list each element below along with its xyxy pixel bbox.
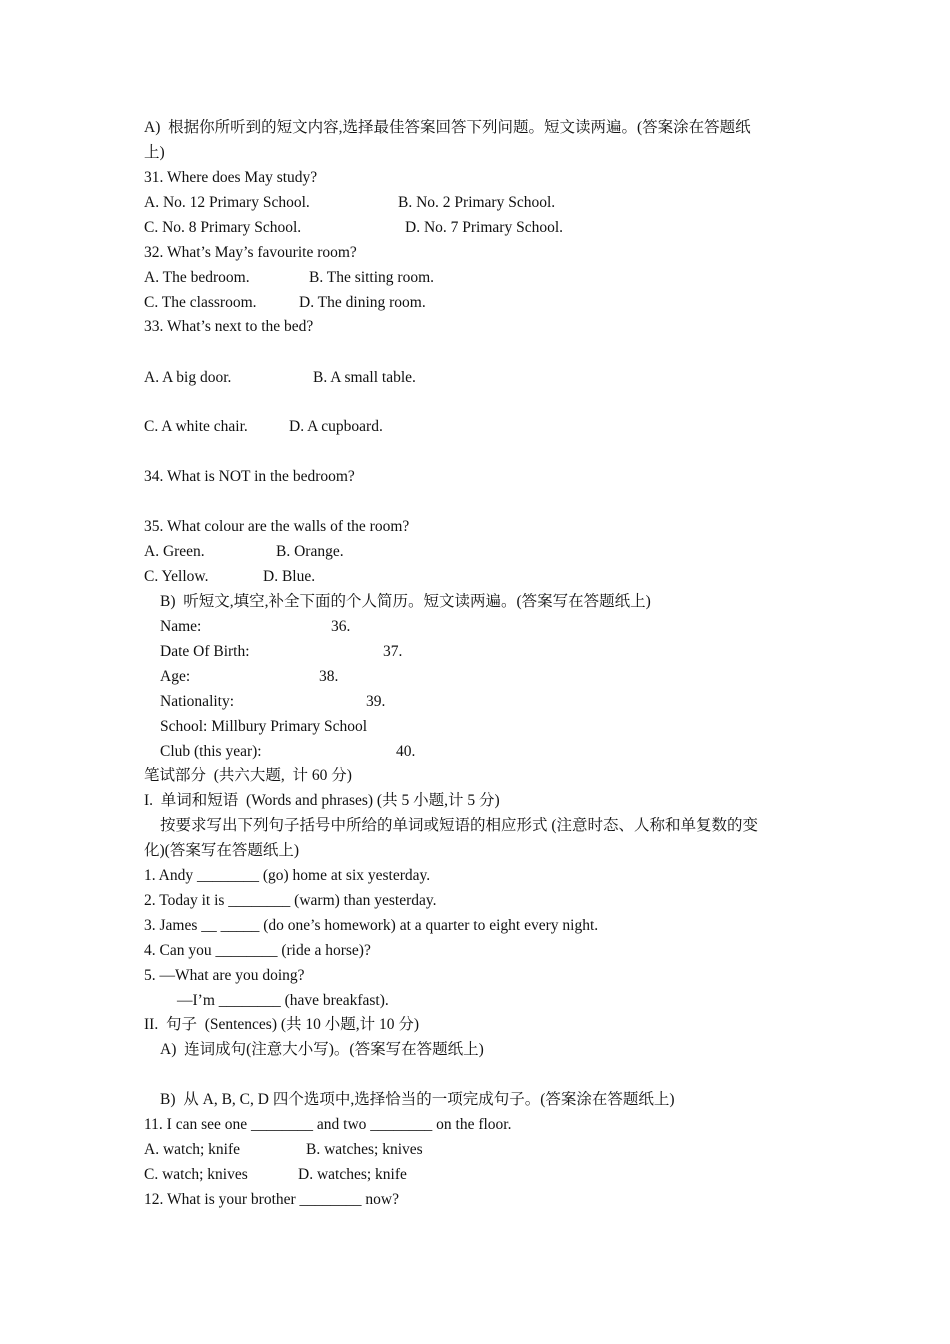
question-32-option-a: A. The bedroom. [144,269,250,286]
question-35-option-b: B. Orange. [276,543,344,560]
resume-club-label: Club (this year): [160,743,262,760]
resume-nationality-label: Nationality: [160,693,235,710]
question-33-option-b: B. A small table. [313,369,416,386]
question-11-option-d: D. watches; knife [298,1166,407,1183]
question-33-stem: 33. What’s next to the bed? [144,318,314,335]
question-33-option-a: A. A big door. [144,369,232,386]
question-31-option-b: B. No. 2 Primary School. [398,194,556,211]
resume-birth-label: Date Of Birth: [160,643,250,660]
section-1-item-2: 2. Today it is ________ (warm) than yesterday. [144,892,437,909]
question-35-option-d: D. Blue. [263,568,316,585]
question-32-option-b: B. The sitting room. [309,269,435,286]
resume-nationality-number: 39. [366,693,386,710]
question-35-stem: 35. What colour are the walls of the room? [144,518,410,535]
resume-name-label: Name: [160,618,202,635]
question-32-stem: 32. What’s May’s favourite room? [144,244,357,261]
resume-age-label: Age: [160,668,191,685]
question-31-option-c: C. No. 8 Primary School. [144,219,302,236]
question-11-option-c: C. watch; knives [144,1166,248,1183]
question-31-option-a: A. No. 12 Primary School. [144,194,310,211]
resume-school-label: School: Millbury Primary School [160,718,368,735]
resume-club-number: 40. [396,743,416,760]
question-11-option-b: B. watches; knives [306,1141,423,1158]
section-1-instruction-line1: 按要求写出下列句子括号中所给的单词或短语的相应形式 (注意时态、人称和单复数的变 [160,817,759,834]
section-1-item-5: 5. —What are you doing? [144,967,305,984]
section-2-part-b: B) 从 A, B, C, D 四个选项中,选择恰当的一项完成句子。(答案涂在答题纸上) [160,1091,675,1108]
question-33-option-c: C. A white chair. [144,418,248,435]
resume-birth-number: 37. [383,643,403,660]
question-33-option-d: D. A cupboard. [289,418,383,435]
resume-age-number: 38. [319,668,339,685]
question-12-stem: 12. What is your brother ________ now? [144,1191,399,1208]
question-34-stem: 34. What is NOT in the bedroom? [144,468,355,485]
question-32-option-c: C. The classroom. [144,294,257,311]
question-31-option-d: D. No. 7 Primary School. [405,219,564,236]
part-b-instruction: B) 听短文,填空,补全下面的个人简历。短文读两遍。(答案写在答题纸上) [160,593,651,610]
resume-name-number: 36. [331,618,351,635]
section-2-part-a: A) 连词成句(注意大小写)。(答案写在答题纸上) [160,1041,484,1058]
question-32-option-d: D. The dining room. [299,294,426,311]
section-2-title: II. 句子 (Sentences) (共 10 小题,计 10 分) [144,1016,420,1033]
part-a-instruction-line2: 上) [144,144,165,161]
question-35-option-c: C. Yellow. [144,568,209,585]
section-1-instruction-line2: 化)(答案写在答题纸上) [144,842,299,859]
section-1-title: I. 单词和短语 (Words and phrases) (共 5 小题,计 5 分) [144,792,500,809]
question-35-option-a: A. Green. [144,543,205,560]
section-1-item-5-answer: —I’m ________ (have breakfast). [177,992,389,1009]
part-a-instruction-line1: A) 根据你所听到的短文内容,选择最佳答案回答下列问题。短文读两遍。(答案涂在答题纸 [144,119,751,136]
section-1-item-3: 3. James __ _____ (do one’s homework) at a quarter to eight every night. [144,917,599,934]
question-11-option-a: A. watch; knife [144,1141,240,1158]
written-heading: 笔试部分 (共六大题, 计 60 分) [144,767,352,784]
question-11-stem: 11. I can see one ________ and two ________ on the floor. [144,1116,512,1133]
section-1-item-1: 1. Andy ________ (go) home at six yesterday. [144,867,431,884]
question-31-stem: 31. Where does May study? [144,169,318,186]
section-1-item-4: 4. Can you ________ (ride a horse)? [144,942,371,959]
